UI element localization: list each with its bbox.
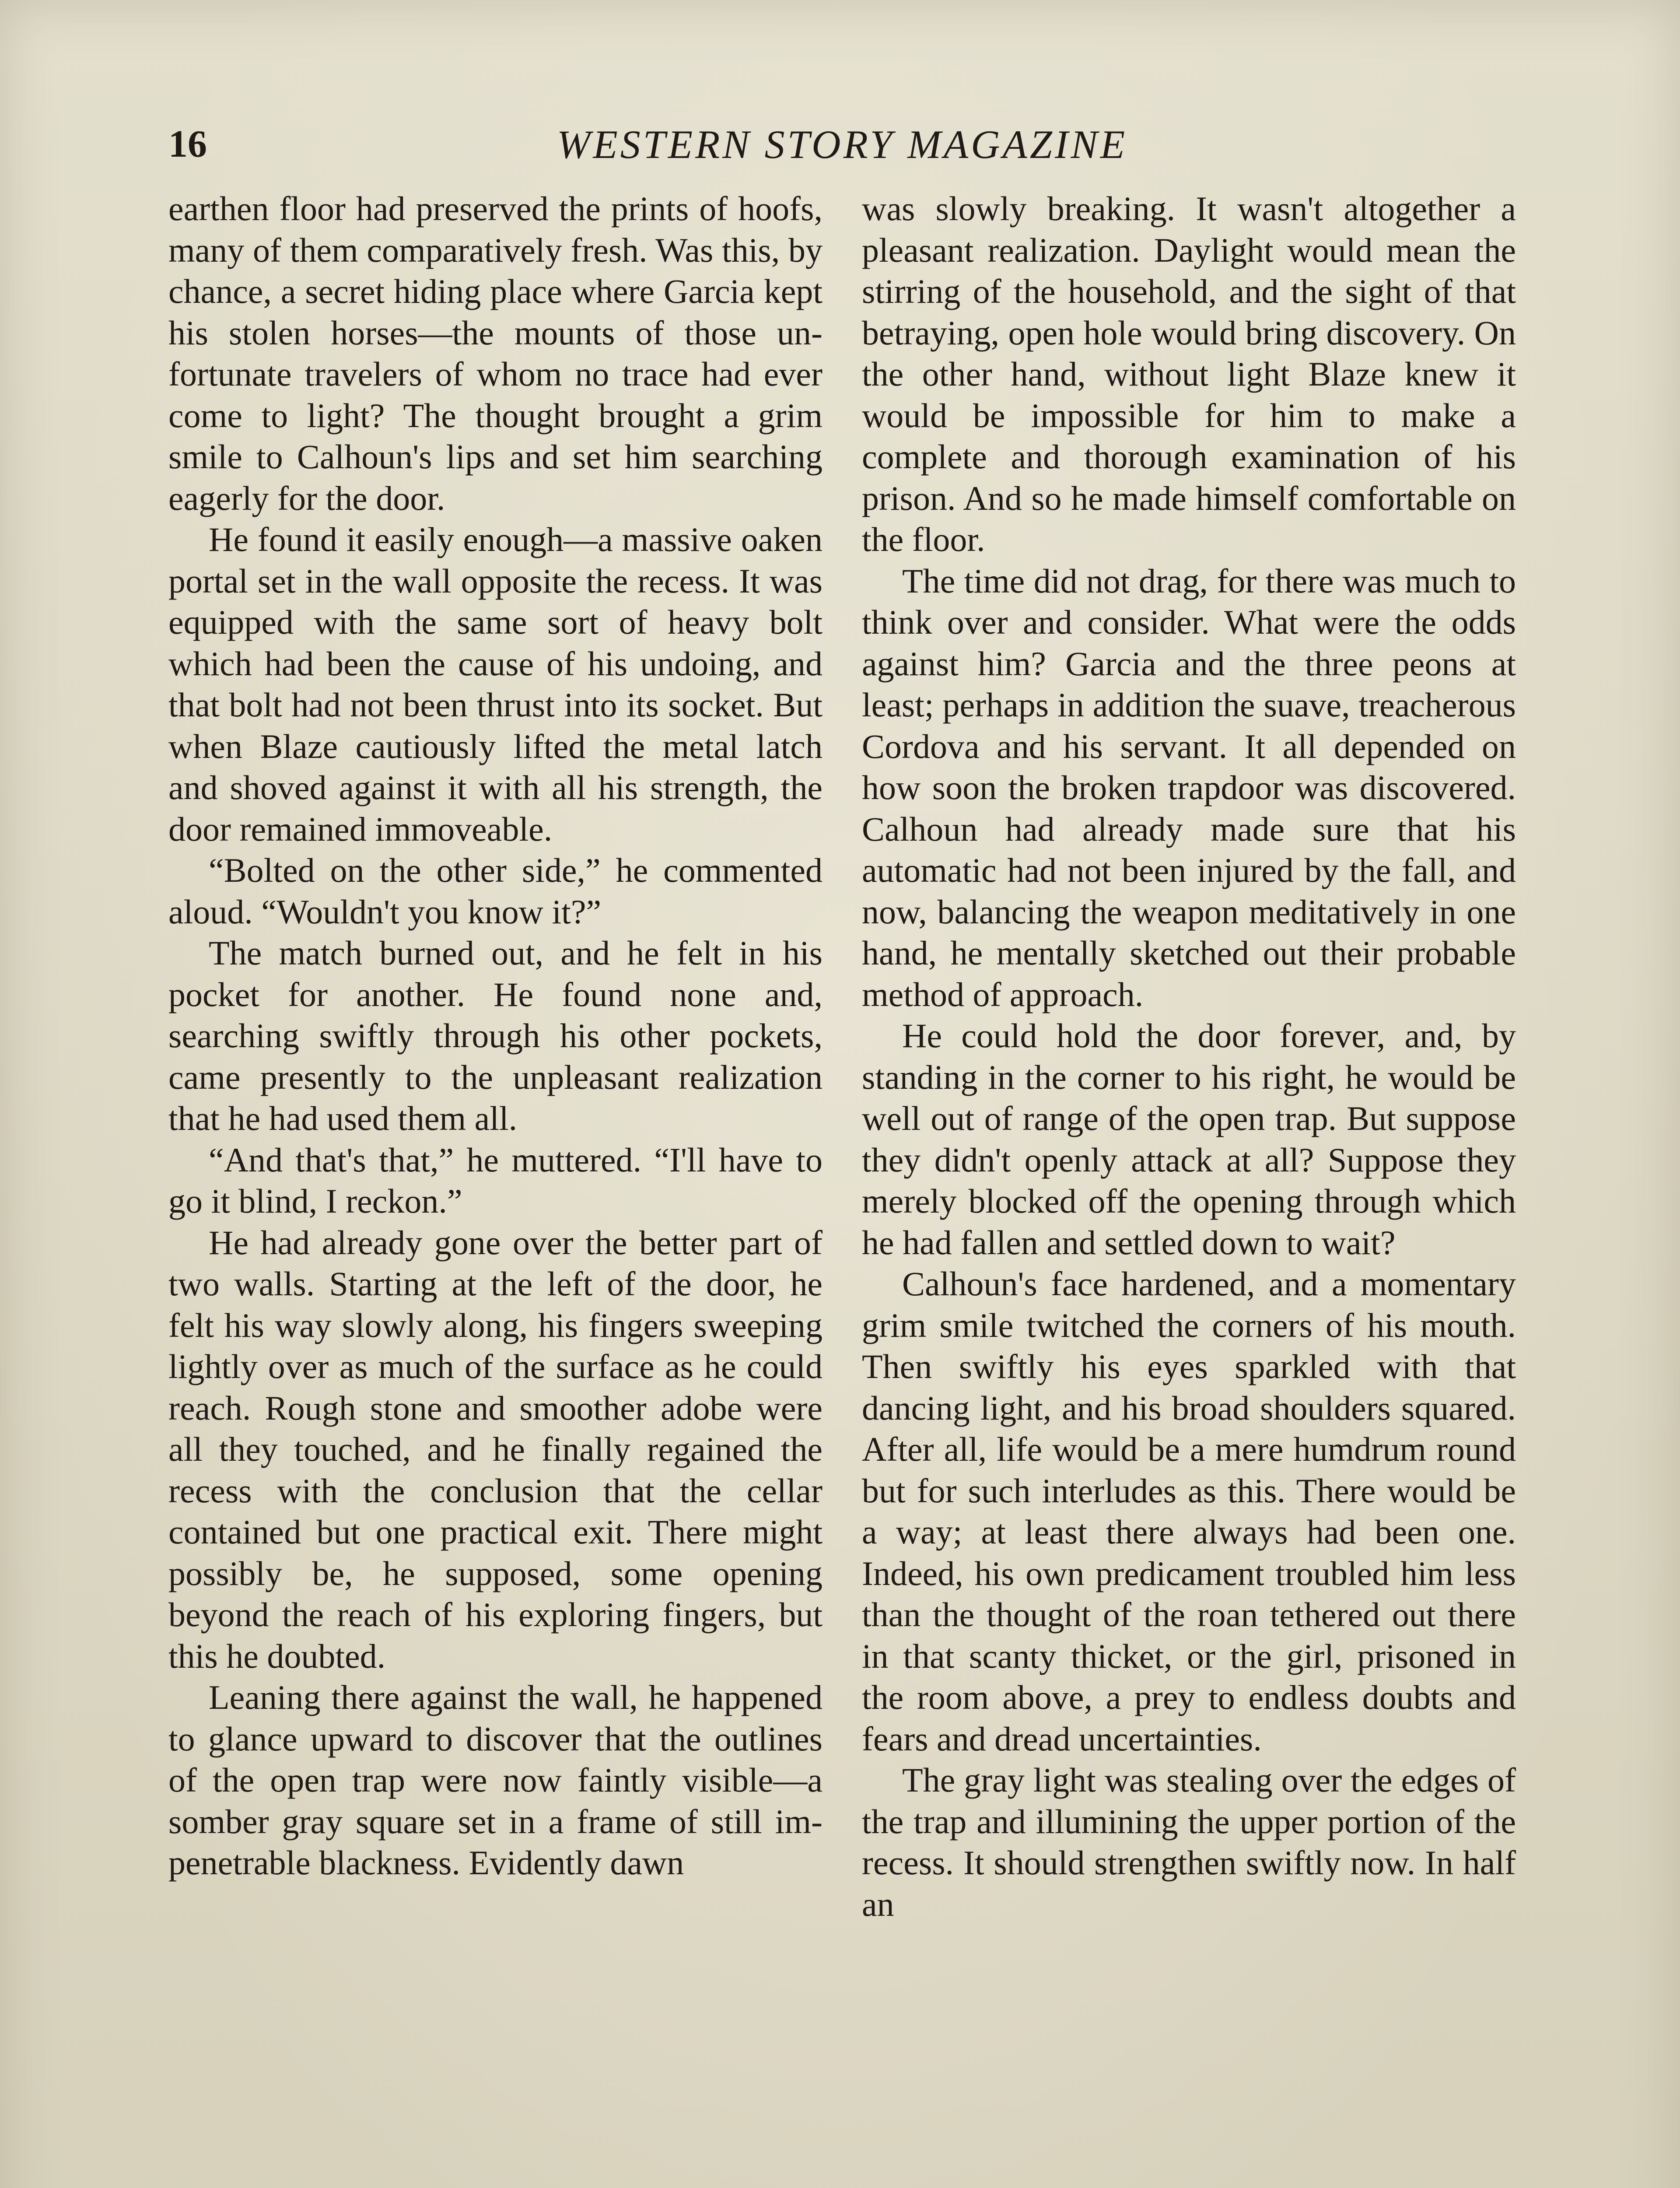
paragraph: “Bolted on the other side,” he commented aloud. “Wouldn't you know it?” — [168, 851, 822, 931]
page-header — [168, 118, 1516, 171]
paragraph: Calhoun's face hardened, and a momentary grim smile twitched the corners of his mouth. Then swiftly his eyes sparkled with that dancing light, and his broad shoulders squared. After all, life would be a mere humdrum round but for such interludes as this. There would be a way; at least there always had been one. Indeed, his own predicament troubled him less than the thought of the roan tethered out there in that scanty thicket, or the girl, prisoned in the room above, a prey to endless doubts and fears and dread uncertainties. — [862, 1265, 1516, 1758]
paragraph: He had already gone over the better part of two walls. Starting at the left of the door, he felt his way slowly along, his fingers sweeping lightly over as much of the surface as he could reach. Rough stone and smoother adobe were all they touched, and he finally regained the recess with the conclusion that the cellar contained but one practical exit. There might possibly be, he supposed, some opening beyond the reach of his exploring fingers, but this he doubted. — [168, 1223, 822, 1675]
paragraph: was slowly breaking. It wasn't altogether a pleasant realization. Daylight would mean the stirring of the household, and the sight of that betraying, open hole would bring discovery. On the other hand, without light Blaze knew it would be impossible for him to make a complete and thorough examination of his prison. And so he made himself comfortable on the floor. — [862, 189, 1516, 558]
paragraph: “And that's that,” he muttered. “I'll have to go it blind, I reckon.” — [168, 1140, 822, 1220]
paragraph: The time did not drag, for there was much to think over and consider. What were the odds against him? Garcia and the three peons at least; perhaps in addition the suave, treacherous Cordova and his servant. It all depended on how soon the broken trapdoor was discovered. Calhoun had already made sure that his automatic had not been injured by the fall, and now, balancing the weapon meditatively in one hand, he mentally sketched out their probable method of approach. — [862, 561, 1516, 1013]
paragraph: He could hold the door forever, and, by standing in the corner to his right, he would be well out of range of the open trap. But suppose they didn't openly attack at all? Suppose they merely blocked off the opening through which he had fallen and settled down to wait? — [862, 1017, 1516, 1262]
paragraph: Leaning there against the wall, he happened to glance upward to discover that the outlines of the open trap were now faintly visible—a somber gray square set in a frame of still impenetrable blackness. Evidently dawn — [168, 1678, 822, 1882]
paragraph: The match burned out, and he felt in his pocket for another. He found none and, searching swiftly through his other pockets, came presently to the unpleasant realization that he had used them all. — [168, 934, 822, 1137]
paragraph: The gray light was stealing over the edges of the trap and illumining the upper portion of the recess. It should strengthen swiftly now. In half an — [862, 1761, 1516, 1923]
paragraph: earthen floor had preserved the prints of hoofs, many of them comparatively fresh. Was this, by chance, a secret hiding place where Garcia kept his stolen horses—the mounts of those unfortunate travelers of whom no trace had ever come to light? The thought brought a grim smile to Calhoun's lips and set him searching eagerly for the door. — [168, 189, 822, 517]
left-text-column — [168, 188, 822, 1884]
right-text-column — [862, 188, 1516, 1925]
paragraph: He found it easily enough—a massive oaken portal set in the wall opposite the recess. It was equipped with the same sort of heavy bolt which had been the cause of his undoing, and that bolt had not been thrust into its socket. But when Blaze cautiously lifted the metal latch and shoved against it with all his strength, the door remained immoveable. — [168, 520, 822, 848]
running-head-title: WESTERN STORY MAGAZINE — [556, 122, 1128, 167]
page-number: 16 — [168, 123, 207, 165]
